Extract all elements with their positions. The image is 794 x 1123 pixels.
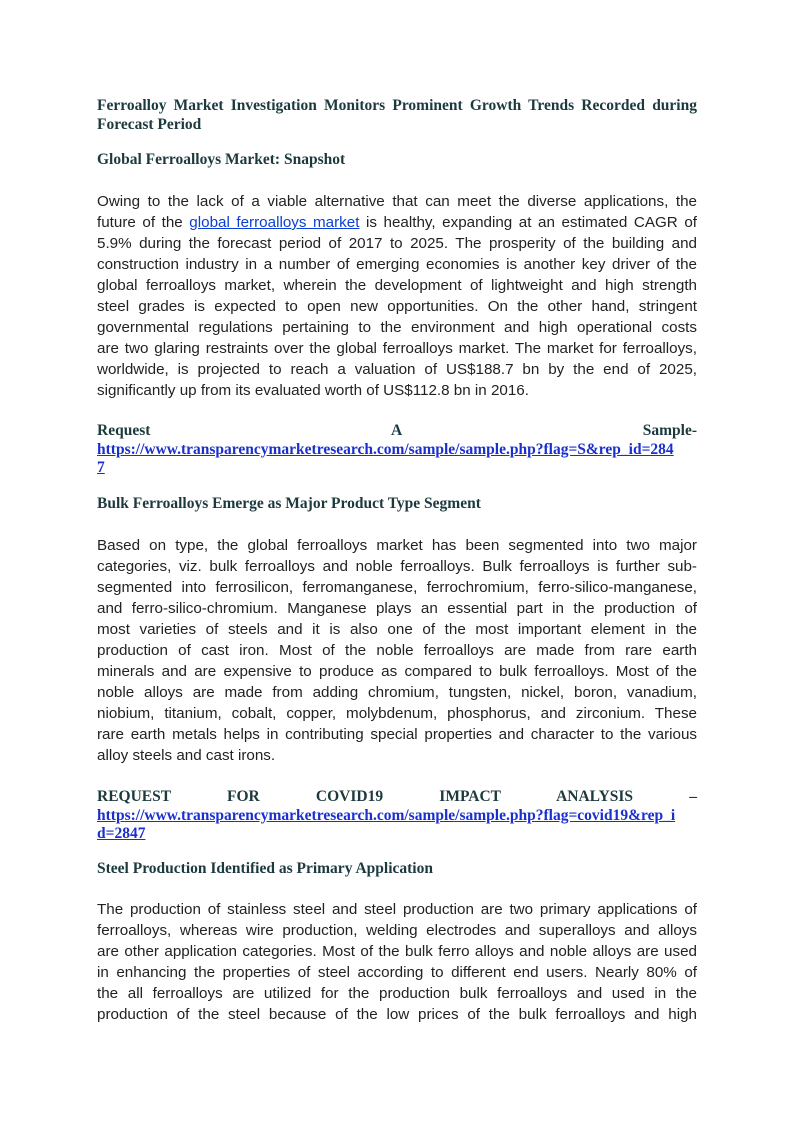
text-line xyxy=(97,788,697,807)
hyperlink[interactable]: 7 xyxy=(97,459,105,476)
text-line xyxy=(97,619,697,640)
text-segment: 5.9% during the forecast period of 2017 to 2025. The prosperity of the building and xyxy=(97,235,697,252)
text-line xyxy=(97,724,697,745)
text-line xyxy=(97,860,697,879)
text-line xyxy=(97,899,697,920)
document-title xyxy=(97,97,697,134)
text-segment: construction industry in a number of emerging economies is another key driver of the xyxy=(97,256,697,273)
text-line xyxy=(97,745,697,766)
text-segment: governmental regulations pertaining to the environment and high operational costs xyxy=(97,319,697,336)
text-segment: minerals and are expensive to produce as compared to bulk ferroalloys. Most of the xyxy=(97,663,697,680)
paragraph-product-type xyxy=(97,535,697,766)
section-heading-snapshot xyxy=(97,151,697,170)
text-segment: and ferro-silico-chromium. Manganese plays an essential part in the production of xyxy=(97,600,697,617)
text-segment: significantly up from its evaluated worth of US$112.8 bn in 2016. xyxy=(97,382,529,399)
text-segment: niobium, titanium, cobalt, copper, molybdenum, phosphorus, and zirconium. These xyxy=(97,705,697,722)
hyperlink[interactable]: https://www.transparencymarketresearch.com/sample/sample.php?flag=covid19&rep_i xyxy=(97,806,676,824)
text-segment: noble alloys are made from adding chromium, tungsten, nickel, boron, vanadium, xyxy=(97,684,697,701)
text-line xyxy=(97,640,697,661)
text-line xyxy=(97,254,697,275)
text-line xyxy=(97,296,697,317)
text-segment: future of the xyxy=(97,214,190,231)
paragraph-snapshot xyxy=(97,191,697,401)
text-line xyxy=(97,535,697,556)
request-covid-analysis xyxy=(97,788,697,844)
paragraph-application xyxy=(97,899,697,1025)
text-line xyxy=(97,920,697,941)
text-line xyxy=(97,807,697,826)
text-line xyxy=(97,275,697,296)
text-line xyxy=(97,703,697,724)
text-line xyxy=(97,682,697,703)
text-line xyxy=(97,212,697,233)
text-line xyxy=(97,191,697,212)
text-line xyxy=(97,983,697,1004)
text-line xyxy=(97,97,697,116)
text-segment: Ferroalloy Market Investigation Monitors Prominent Growth Trends Recorded during xyxy=(97,97,697,114)
text-line xyxy=(97,116,697,135)
text-line xyxy=(97,317,697,338)
text-line xyxy=(97,941,697,962)
text-line xyxy=(97,495,697,514)
text-segment: steel grades is expected to open new opportunities. On the other hand, stringent xyxy=(97,298,697,315)
request-sample xyxy=(97,422,697,478)
text-line xyxy=(97,661,697,682)
text-line xyxy=(97,151,697,170)
text-segment: The production of stainless steel and steel production are two primary applications of xyxy=(97,901,697,918)
text-line xyxy=(97,359,697,380)
text-line xyxy=(97,441,697,460)
text-segment: Global Ferroalloys Market: Snapshot xyxy=(97,151,346,168)
text-segment: categories, viz. bulk ferroalloys and noble ferroalloys. Bulk ferroalloys is further sub- xyxy=(97,558,697,575)
text-line xyxy=(97,338,697,359)
text-segment: production of cast iron. Most of the noble ferroalloys are made from rare earth xyxy=(97,642,697,659)
text-segment: Owing to the lack of a viable alternative that can meet the diverse applications, the xyxy=(97,193,697,210)
text-segment: Bulk Ferroalloys Emerge as Major Product Type Segment xyxy=(97,495,481,512)
text-segment: Request A Sample- xyxy=(97,422,697,439)
text-line xyxy=(97,556,697,577)
text-segment: segmented into ferrosilicon, ferromanganese, ferrochromium, ferro-silico-manganese, xyxy=(97,579,697,596)
text-line xyxy=(97,233,697,254)
text-line xyxy=(97,598,697,619)
text-segment: alloy steels and cast irons. xyxy=(97,747,276,764)
text-line xyxy=(97,422,697,441)
text-line xyxy=(97,459,697,478)
text-segment: Forecast Period xyxy=(97,115,202,133)
text-segment: are two glaring restraints over the global ferroalloys market. The market for ferroalloys, xyxy=(97,340,697,357)
text-segment: the all ferroalloys are utilized for the production bulk ferroalloys and used in the xyxy=(97,985,697,1002)
text-line xyxy=(97,380,697,401)
text-line xyxy=(97,577,697,598)
hyperlink[interactable]: d=2847 xyxy=(97,825,146,842)
text-line xyxy=(97,1004,697,1025)
text-segment: REQUEST FOR COVID19 IMPACT ANALYSIS – xyxy=(97,788,697,805)
text-segment: most varieties of steels and it is also one of the most important element in the xyxy=(97,621,697,638)
text-line xyxy=(97,825,697,844)
text-segment: is healthy, expanding at an estimated CAGR of xyxy=(359,214,697,231)
text-segment: in enhancing the properties of steel according to different end users. Nearly 80% of xyxy=(97,964,697,981)
text-segment: worldwide, is projected to reach a valuation of US$188.7 bn by the end of 2025, xyxy=(97,361,697,378)
text-segment: production of the steel because of the low prices of the bulk ferroalloys and high xyxy=(97,1006,697,1023)
section-heading-application xyxy=(97,860,697,879)
text-segment: are other application categories. Most of the bulk ferro alloys and noble alloys are used xyxy=(97,943,697,960)
section-heading-product-type xyxy=(97,495,697,514)
text-line xyxy=(97,962,697,983)
text-segment: ferroalloys, whereas wire production, welding electrodes and superalloys and alloys xyxy=(97,922,697,939)
text-segment: Steel Production Identified as Primary Application xyxy=(97,860,433,877)
hyperlink[interactable]: global ferroalloys market xyxy=(189,214,360,231)
text-segment: Based on type, the global ferroalloys market has been segmented into two major xyxy=(97,537,697,554)
hyperlink[interactable]: https://www.transparencymarketresearch.com/sample/sample.php?flag=S&rep_id=284 xyxy=(97,440,674,458)
text-segment: rare earth metals helps in contributing special properties and character to the various xyxy=(97,726,697,743)
text-segment: global ferroalloys market, wherein the development of lightweight and high strength xyxy=(97,277,697,294)
